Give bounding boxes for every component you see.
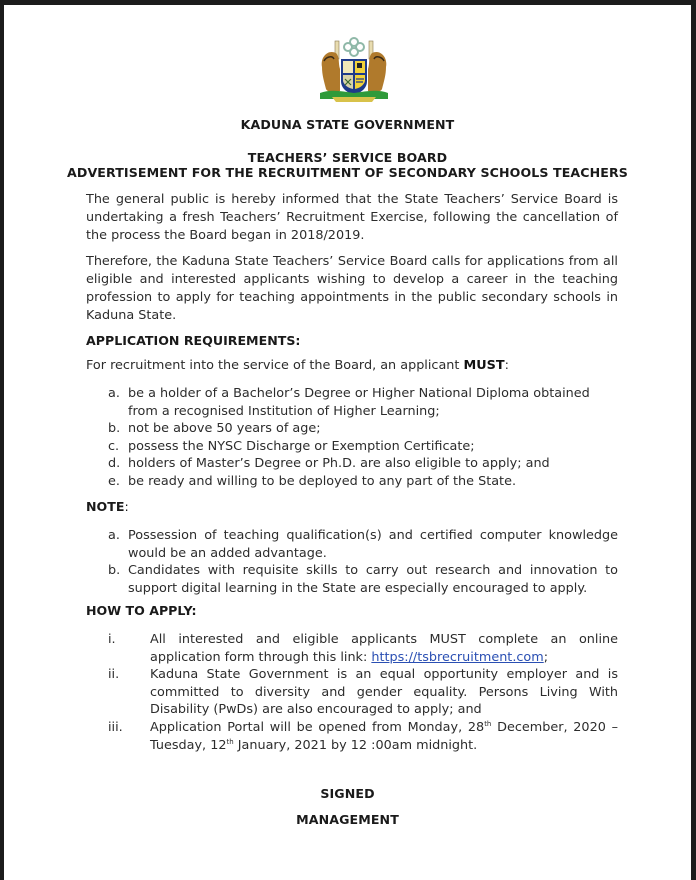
note-heading — [86, 499, 129, 514]
note-list — [108, 527, 618, 597]
list-item-text: not be above 50 years of age; — [128, 421, 321, 437]
recruitment-portal-link[interactable]: https://tsbrecruitment.com — [371, 649, 544, 665]
list-item-text: Candidates with requisite skills to carry out research and innovation to support digital learning in the State are especially encouraged to apply. — [128, 563, 618, 596]
list-marker: ii. — [108, 667, 120, 683]
list-item-text: Kaduna State Government is an equal opportunity employer and is committed to diversity and gender equality. Persons Living With Disability (PwDs) are also encouraged to apply; and — [150, 667, 618, 718]
list-item — [108, 719, 618, 754]
list-marker: c. — [108, 438, 120, 454]
list-item-text: All interested and eligible applicants MUST complete an online application form through this link: — [150, 632, 618, 665]
list-marker: d. — [108, 456, 121, 472]
how-to-apply-list — [108, 631, 618, 754]
board-heading: TEACHERS’ SERVICE BOARD — [247, 150, 448, 165]
requirements-heading: APPLICATION REQUIREMENTS: — [86, 333, 301, 348]
signatory-label: MANAGEMENT — [296, 812, 399, 827]
intro-paragraph-1: The general public is hereby informed that the State Teachers’ Service Board is undertaking a fresh Teachers’ Recruitment Exercise, following the cancellation of the process the Board began in 2018/2019. — [86, 192, 618, 243]
list-marker: b. — [108, 563, 121, 579]
list-item — [108, 473, 618, 491]
list-marker: iii. — [108, 719, 123, 735]
list-item-text: possess the NYSC Discharge or Exemption Certificate; — [128, 438, 475, 454]
list-item-text-end: ; — [543, 649, 549, 665]
requirements-lead — [86, 357, 618, 375]
requirements-list — [108, 385, 618, 491]
note-heading-text: NOTE — [86, 499, 125, 514]
list-marker: a. — [108, 386, 120, 401]
portal-open-text: Application Portal will be opened from Monday, 28 — [150, 719, 485, 735]
document-title: ADVERTISEMENT FOR THE RECRUITMENT OF SECONDARY SCHOOLS TEACHERS — [67, 165, 628, 180]
document-page — [4, 5, 691, 880]
list-item — [108, 420, 618, 438]
list-item-text: be a holder of a Bachelor’s Degree or Higher National Diploma obtained from a recognised Institution of Higher Learning; — [128, 386, 590, 419]
ordinal-suffix: th — [484, 719, 492, 728]
ordinal-suffix: th — [226, 737, 234, 746]
portal-close-text: December, 2020 – Tuesday, 12 — [150, 719, 618, 753]
signed-label: SIGNED — [320, 786, 375, 801]
list-marker: b. — [108, 421, 121, 437]
list-item — [108, 438, 618, 456]
note-heading-colon: : — [124, 499, 129, 514]
list-item-text: holders of Master’s Degree or Ph.D. are also eligible to apply; and — [128, 456, 550, 472]
requirements-lead-colon: : — [504, 358, 509, 373]
must-emphasis: MUST — [463, 358, 505, 373]
list-item — [108, 385, 618, 420]
list-item — [108, 455, 618, 473]
list-item — [108, 666, 618, 719]
list-item-text: be ready and willing to be deployed to any part of the State. — [128, 473, 517, 489]
list-marker: i. — [108, 632, 116, 647]
requirements-lead-text: For recruitment into the service of the Board, an applicant — [86, 358, 464, 373]
list-item-text: Possession of teaching qualification(s) and certified computer knowledge would be an added advantage. — [128, 528, 618, 561]
list-item — [108, 562, 618, 597]
list-marker: a. — [108, 528, 120, 543]
intro-paragraph-2: Therefore, the Kaduna State Teachers’ Service Board calls for applications from all eligible and interested applicants wishing to develop a career in the teaching profession to apply for teaching appointments in the public secondary schools in Kaduna State. — [86, 254, 618, 323]
portal-deadline-text: January, 2021 by 12 :00am midnight. — [233, 737, 478, 753]
list-item — [108, 527, 618, 562]
issuer-heading: KADUNA STATE GOVERNMENT — [240, 117, 455, 132]
how-to-apply-heading: HOW TO APPLY: — [86, 603, 197, 618]
coat-of-arms-icon — [316, 33, 392, 103]
list-item — [108, 631, 618, 666]
list-marker: e. — [108, 473, 120, 489]
